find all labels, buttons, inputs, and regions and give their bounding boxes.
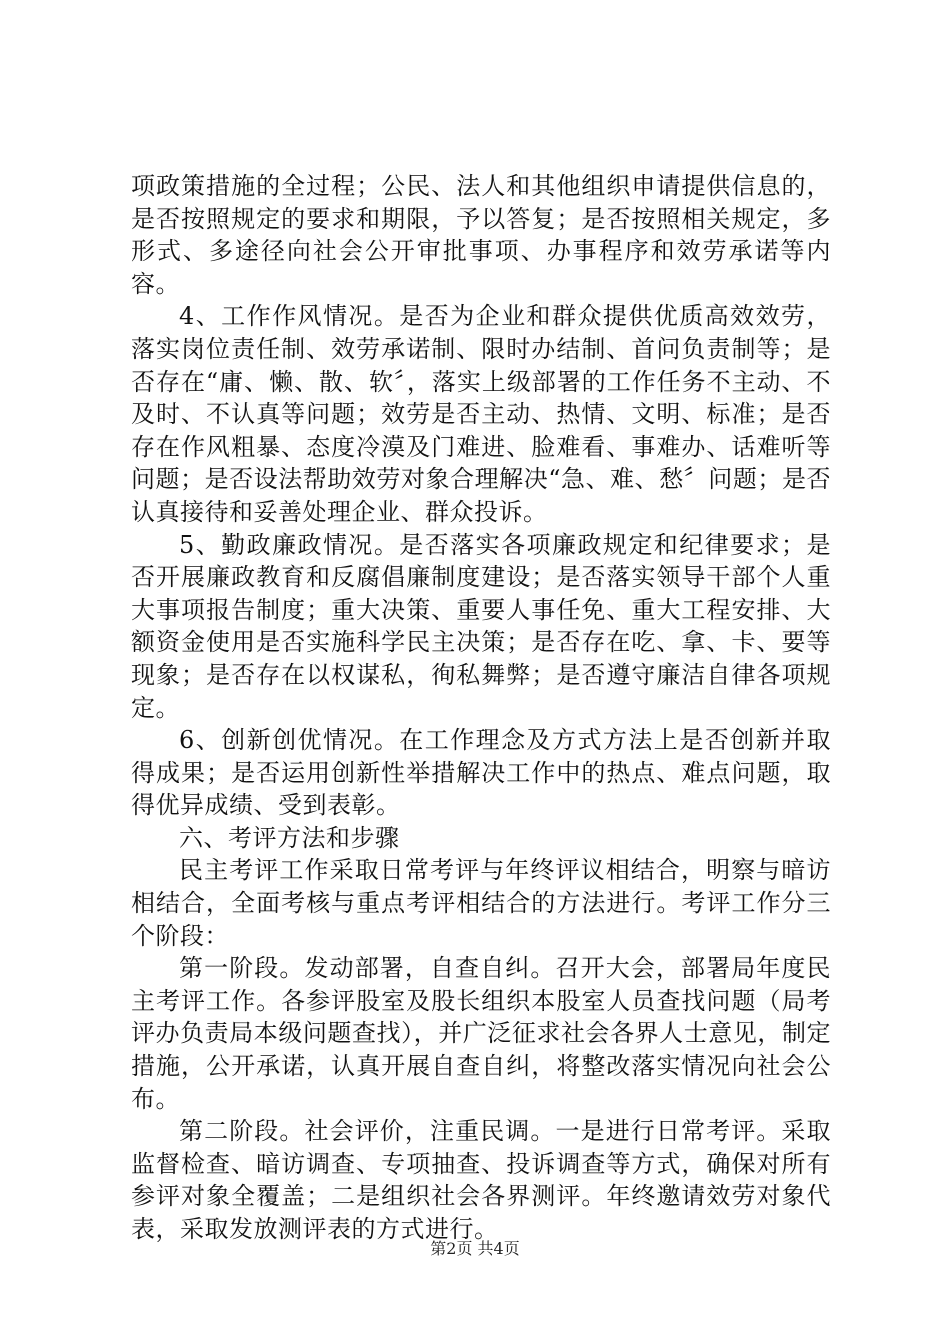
paragraph-integrity: 5、勤政廉政情况。是否落实各项廉政规定和纪律要求；是否开展廉政教育和反腐倡廉制度建设；是否落实领导干部个人重大事项报告制度；重大决策、重要人事任免、重大工程安排、大额资金使用是否实施科学民主决策；是否存在吃、拿、卡、要等现象；是否存在以权谋私，徇私舞弊；是否遵守廉洁自律各项规定。	[131, 530, 831, 722]
paragraph-stage-two: 第二阶段。社会评价，注重民调。一是进行日常考评。采取监督检查、暗访调查、专项抽查、投诉调查等方式，确保对所有参评对象全覆盖；二是组织社会各界测评。年终邀请效劳对象代表，采取发放测评表的方式进行。	[131, 1117, 831, 1243]
section-heading-methods: 六、考评方法和步骤	[179, 823, 400, 852]
paragraph-stage-one: 第一阶段。发动部署，自查自纠。召开大会，部署局年度民主考评工作。各参评股室及股长组织本股室人员查找问题（局考评办负责局本级问题查找），并广泛征求社会各界人士意见，制定措施，公开承诺，认真开展自查自纠，将整改落实情况向社会公布。	[131, 954, 831, 1113]
paragraph-innovation: 6、创新创优情况。在工作理念及方式方法上是否创新并取得成果；是否运用创新性举措解决工作中的热点、难点问题，取得优异成绩、受到表彰。	[131, 726, 831, 820]
document-body	[131, 170, 831, 1246]
paragraph-work-style: 4、工作作风情况。是否为企业和群众提供优质高效效劳，落实岗位责任制、效劳承诺制、限时办结制、首问负责制等；是否存在“庸、懒、散、软〞，落实上级部署的工作任务不主动、不及时、不认真等问题；效劳是否主动、热情、文明、标准；是否存在作风粗暴、态度冷漠及门难进、脸难看、事难办、话难听等问题；是否设法帮助效劳对象合理解决“急、难、愁〞问题；是否认真接待和妥善处理企业、群众投诉。	[131, 302, 831, 526]
paragraph-continuation: 项政策措施的全过程；公民、法人和其他组织申请提供信息的，是否按照规定的要求和期限，予以答复；是否按照相关规定，多形式、多途径向社会公开审批事项、办事程序和效劳承诺等内容。	[131, 172, 831, 298]
page-footer: 第2页 共4页	[430, 1239, 520, 1258]
paragraph-methods-intro: 民主考评工作采取日常考评与年终评议相结合，明察与暗访相结合，全面考核与重点考评相结合的方法进行。考评工作分三个阶段：	[131, 856, 831, 950]
